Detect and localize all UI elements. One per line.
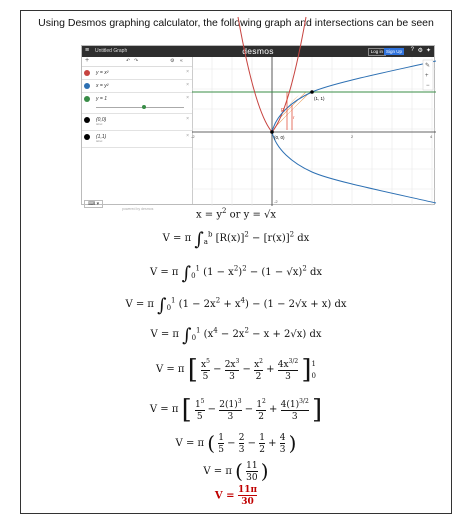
expression-text[interactable]: (1,1): [96, 134, 107, 140]
expression-sub: label: [96, 139, 103, 143]
hamburger-icon[interactable]: ≡: [85, 47, 90, 54]
collapse-icon[interactable]: «: [180, 58, 183, 64]
redo-icon[interactable]: ↷: [134, 58, 139, 64]
expression-sub: label: [96, 122, 103, 126]
desmos-logo: desmos: [242, 46, 274, 56]
tick-label: -2: [274, 199, 278, 204]
caption: Using Desmos graphing calculator, the following graph and intersections can be seen: [38, 17, 434, 29]
equation-3: V = π $\int_0^1$ $(1 - x^2)^2 - (1 - √x)^2$ dx: [149, 263, 323, 284]
curve-upper: [272, 61, 436, 132]
grid: [192, 57, 436, 206]
equation-4: V = π $\int_0^1$ $(1 - 2x^2 + x^4) - (1 - 2√x + x)$ dx: [125, 295, 347, 316]
expression-text[interactable]: y = 1: [96, 96, 107, 102]
point-intersection[interactable]: [310, 90, 314, 94]
color-icon[interactable]: [84, 117, 90, 123]
expression-row[interactable]: [82, 80, 192, 93]
zoom-controls[interactable]: [423, 60, 433, 90]
point-origin[interactable]: [270, 130, 274, 134]
label-origin: (0, 0): [274, 135, 285, 140]
expression-row[interactable]: [82, 67, 192, 80]
expression-text[interactable]: y = x²: [96, 70, 109, 76]
graph-title[interactable]: Untitled Graph: [95, 48, 128, 54]
equation-1: $x = y^2$ or y = √x: [195, 207, 277, 221]
desmos-screenshot: [81, 45, 435, 211]
close-icon[interactable]: ×: [186, 69, 189, 75]
tick-label: 4: [430, 134, 433, 139]
label-intersection: (1, 1): [314, 96, 325, 101]
document-frame: [20, 10, 452, 514]
zoom-out-icon[interactable]: −: [426, 83, 430, 89]
equation-9: V = π ( $\frac{11}{30}$ ): [203, 459, 269, 483]
wrench-icon[interactable]: ✎: [425, 63, 431, 69]
help-icon[interactable]: ?: [410, 47, 414, 53]
label-r: r: [293, 115, 295, 120]
equation-7: V = π [ $\frac{1^5}{5}$ − $\frac{2(1)^3}{3}$ − $\frac{1^2}{2}$ + $\frac{4(1)^{3/2}}{3}$ ]: [149, 395, 323, 425]
equation-8: V = π ( $\frac{1}{5}$ − $\frac{2}{3}$ − $\frac{1}{2}$ + $\frac{4}{3}$ ): [175, 431, 297, 455]
expression-row[interactable]: [82, 114, 192, 131]
tick-label: 2: [351, 134, 354, 139]
expression-text[interactable]: x = y²: [96, 83, 109, 89]
tick-label: -2: [191, 134, 195, 139]
color-icon[interactable]: [84, 70, 90, 76]
equation-final: V = $\frac{11\pi}{30}$: [214, 485, 258, 507]
expression-row[interactable]: [82, 131, 192, 148]
login-button[interactable]: Log in: [368, 48, 386, 56]
graph-canvas[interactable]: [192, 57, 434, 204]
label-R: R: [281, 108, 285, 114]
equation-6: V = π [ $\frac{x^5}{5}$ − $\frac{2x^3}{3}$ − $\frac{x^2}{2}$ + $\frac{4x^{3/2}}{3} ]1$ 0: [155, 355, 317, 385]
equation-5: V = π $\int_0^1$ $(x^4 - 2x^2 - x + 2√x)$ dx: [150, 325, 322, 346]
share-icon[interactable]: ✦: [425, 48, 431, 54]
color-icon[interactable]: [84, 134, 90, 140]
color-icon[interactable]: [84, 83, 90, 89]
expression-toolbar: [82, 57, 192, 67]
graph-svg[interactable]: [192, 57, 436, 206]
expression-panel: [82, 57, 193, 211]
close-icon[interactable]: ×: [186, 82, 189, 88]
close-icon[interactable]: ×: [186, 95, 189, 101]
settings-icon[interactable]: ⚙: [170, 58, 175, 64]
close-icon[interactable]: ×: [186, 133, 189, 139]
add-icon[interactable]: +: [85, 57, 90, 64]
curve-lower: [272, 132, 436, 203]
desmos-topbar: [82, 46, 434, 57]
zoom-in-icon[interactable]: +: [425, 73, 429, 79]
expression-row[interactable]: [82, 93, 192, 114]
slider-track[interactable]: [96, 107, 184, 108]
settings-icon[interactable]: ⚙: [417, 48, 423, 54]
undo-icon[interactable]: ↶: [126, 58, 131, 64]
keyboard-icon[interactable]: ⌨ ▾: [84, 200, 103, 208]
signup-button[interactable]: Sign Up: [385, 49, 402, 54]
close-icon[interactable]: ×: [186, 116, 189, 122]
equation-2: V = π $\int_a^b$ $[R(x)]^2 - [r(x)]^2$ dx: [162, 229, 310, 250]
slider-handle[interactable]: [142, 105, 146, 109]
expression-text[interactable]: (0,0): [96, 117, 107, 123]
powered-by: powered by desmos: [122, 207, 154, 211]
color-icon[interactable]: [84, 96, 90, 102]
